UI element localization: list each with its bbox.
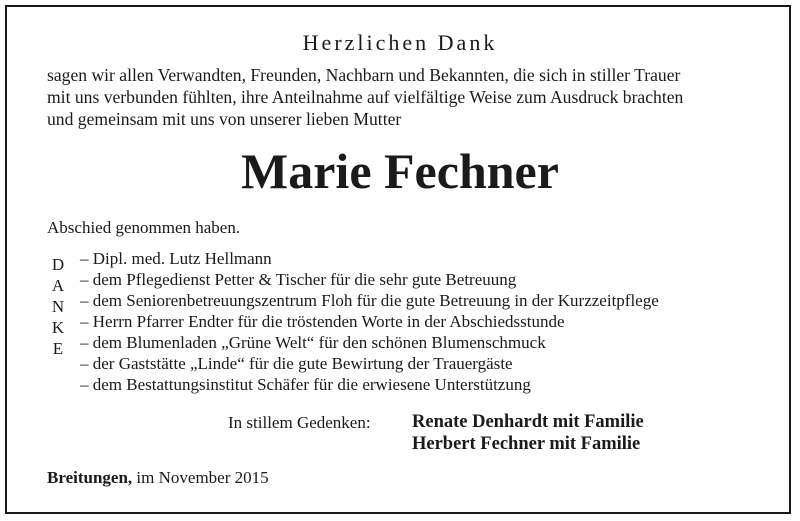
signer-name: Renate Denhardt mit Familie (412, 412, 644, 432)
thanks-item: – Herrn Pfarrer Endter für die tröstenden Worte in der Abschiedsstunde (80, 312, 565, 331)
notice-heading: Herzlichen Dank (302, 30, 498, 55)
thanks-item: – dem Blumenladen „Grüne Welt“ für den schönen Blumenschmuck (80, 333, 546, 352)
intro-line: mit uns verbunden fühlten, ihre Anteilnahme auf vielfältige Weise zum Ausdruck brachten (47, 87, 684, 107)
deceased-name: Marie Fechner (241, 143, 559, 199)
intro-line: und gemeinsam mit uns von unserer lieben Mutter (47, 109, 402, 129)
danke-letter: N (51, 297, 65, 316)
footer-place: Breitungen, (47, 468, 133, 487)
thanks-item: – Dipl. med. Lutz Hellmann (80, 249, 272, 268)
closing-text: Abschied genommen haben. (47, 218, 241, 237)
footer-date: im November 2015 (136, 468, 269, 487)
signer-name: Herbert Fechner mit Familie (412, 434, 641, 454)
signers (412, 411, 644, 455)
thanks-list (80, 248, 780, 395)
thanks-item: – der Gaststätte „Linde“ für die gute Bewirtung der Trauergäste (80, 354, 513, 373)
intro-text (47, 64, 767, 130)
thanks-item: – dem Pflegedienst Petter & Tischer für die sehr gute Betreuung (80, 270, 517, 289)
memory-label: In stillem Gedenken: (228, 413, 371, 432)
danke-letter: D (51, 255, 65, 274)
thanks-item: – dem Seniorenbetreuungszentrum Floh für die gute Betreuung in der Kurzzeitpflege (80, 291, 659, 310)
danke-letter: K (51, 318, 65, 337)
thanks-item: – dem Bestattungsinstitut Schäfer für die erwiesene Unterstützung (80, 375, 531, 394)
footer (47, 468, 269, 488)
danke-vertical (48, 254, 68, 359)
danke-letter: A (51, 276, 65, 295)
intro-line: sagen wir allen Verwandten, Freunden, Nachbarn und Bekannten, die sich in stiller Trauer (47, 65, 681, 85)
danke-letter: E (52, 339, 64, 358)
